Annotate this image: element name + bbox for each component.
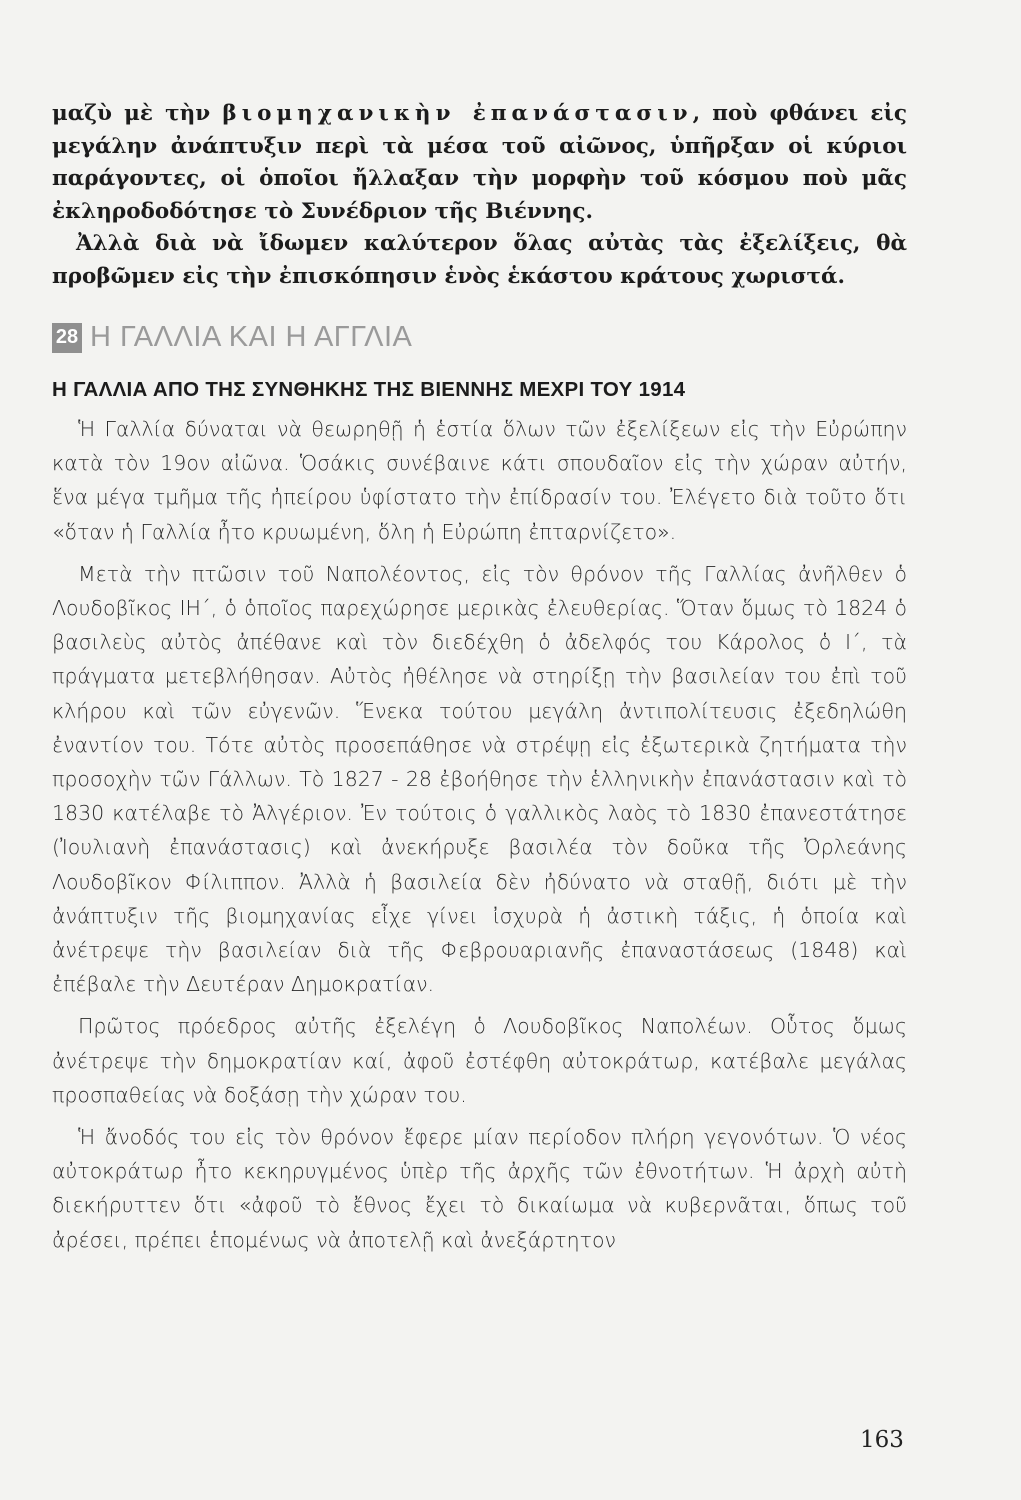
body-paragraph-3: Πρῶτος πρόεδρος αὐτῆς ἐξελέγη ὁ Λουδοβῖκος Ναπολέων. Οὗτος ὅμως ἀνέτρεψε τὴν δημοκρατίαν καί, ἀφοῦ ἐστέφθη αὐτοκράτωρ, κατέβαλε μεγάλας προσπαθείας νὰ δοξάσῃ τὴν χώραν του. — [52, 1014, 907, 1107]
intro-spaced-term: βιομηχανικὴν ἐπανάστασιν — [222, 101, 693, 126]
intro-paragraph-1 — [52, 98, 907, 228]
section-number-badge: 28 — [52, 323, 82, 353]
section-title: Η ΓΑΛΛΙΑ ΚΑΙ Η ΑΓΓΛΙΑ — [90, 321, 413, 353]
page-number: 163 — [860, 1427, 904, 1453]
page-content — [52, 98, 907, 1257]
intro-text-a: μαζὺ μὲ τὴν — [52, 101, 223, 126]
intro-paragraph-2: Ἀλλὰ διὰ νὰ ἴδωμεν καλύτερον ὅλας αὐτὰς τὰς ἐξελίξεις, θὰ προβῶμεν εἰς τὴν ἐπισκόπησιν ἑνὸς ἑκάστου κράτους χωριστά. — [52, 231, 907, 289]
body-text — [52, 412, 907, 1257]
body-paragraph-1: Ἡ Γαλλία δύναται νὰ θεωρηθῇ ἡ ἑστία ὅλων τῶν ἐξελίξεων εἰς τὴν Εὐρώπην κατὰ τὸν 19ον αἰῶνα. Ὁσάκις συνέβαινε κάτι σπουδαῖον εἰς τὴν χώραν αὐτήν, ἕνα μέγα τμῆμα τῆς ἠπείρου ὑφίστατο τὴν ἐπίδρασίν του. Ἐλέγετο διὰ τοῦτο ὅτι «ὅταν ἡ Γαλλία ἦτο κρυωμένη, ὅλη ἡ Εὐρώπη ἐπταρνίζετο». — [52, 417, 907, 544]
section-subtitle: Η ΓΑΛΛΙΑ ΑΠΟ ΤΗΣ ΣΥΝΘΗΚΗΣ ΤΗΣ ΒΙΕΝΝΗΣ ΜΕΧΡΙ ΤΟΥ 1914 — [52, 378, 686, 401]
intro-text-b: , ποὺ φθάνει εἰς μεγάλην ἀνάπτυξιν περὶ τὰ μέσα τοῦ αἰῶνος, ὑπῆρξαν οἱ κύριοι παράγοντες, οἱ ὁποῖοι ἤλλαξαν τὴν μορφὴν τοῦ κόσμου ποὺ μᾶς ἐκληροδοδότησε τὸ Συνέδριον τῆς Βιέννης. — [52, 101, 907, 224]
intro-block — [52, 98, 907, 293]
body-paragraph-2: Μετὰ τὴν πτῶσιν τοῦ Ναπολέοντος, εἰς τὸν θρόνον τῆς Γαλλίας ἀνῆλθεν ὁ Λουδοβῖκος ΙΗ΄, ὁ ὁποῖος παρεχώρησε μερικὰς ἐλευθερίας. Ὅταν ὅμως τὸ 1824 ὁ βασιλεὺς αὐτὸς ἀπέθανε καὶ τὸν διεδέχθη ὁ ἀδελφός του Κάρολος ὁ Ι΄, τὰ πράγματα μετεβλήθησαν. Αὐτὸς ἠθέλησε νὰ στηρίξῃ τὴν βασιλείαν του ἐπὶ τοῦ κλήρου καὶ τῶν εὐγενῶν. Ἕνεκα τούτου μεγάλη ἀντιπολίτευσις ἐξεδηλώθη ἐναντίον του. Τότε αὐτὸς προσεπάθησε νὰ στρέψῃ εἰς ἐξωτερικὰ ζητήματα τὴν προσοχὴν τῶν Γάλλων. Τὸ 1827 - 28 ἐβοήθησε τὴν ἑλληνικὴν ἐπανάστασιν καὶ τὸ 1830 κατέλαβε τὸ Ἀλγέριον. Ἐν τούτοις ὁ γαλλικὸς λαὸς τὸ 1830 ἐπανεστάτησε (Ἰουλιανὴ ἐπανάστασις) καὶ ἀνεκήρυξε βασιλέα τὸν δοῦκα τῆς Ὀρλεάνης Λουδοβῖκον Φίλιππον. Ἀλλὰ ἡ βασιλεία δὲν ἠδύνατο νὰ σταθῇ, διότι μὲ τὴν ἀνάπτυξιν τῆς βιομηχανίας εἶχε γίνει ἰσχυρὰ ἡ ἀστικὴ τάξις, ἡ ὁποία καὶ ἀνέτρεψε τὴν βασιλείαν διὰ τῆς Φεβρουαριανῆς ἐπαναστάσεως (1848) καὶ ἐπέβαλε τὴν Δευτέραν Δημοκρατίαν. — [52, 561, 907, 997]
section-heading — [52, 321, 907, 354]
body-paragraph-4: Ἡ ἄνοδός του εἰς τὸν θρόνον ἔφερε μίαν περίοδον πλήρη γεγονότων. Ὁ νέος αὐτοκράτωρ ἦτο κεκηρυγμένος ὑπὲρ τῆς ἀρχῆς τῶν ἐθνοτήτων. Ἡ ἀρχὴ αὐτὴ διεκήρυττεν ὅτι «ἀφοῦ τὸ ἔθνος ἔχει τὸ δικαίωμα νὰ κυβερνᾶται, ὅπως τοῦ ἀρέσει, πρέπει ἑπομένως νὰ ἀποτελῇ καὶ ἀνεξάρτητον — [52, 1125, 907, 1252]
